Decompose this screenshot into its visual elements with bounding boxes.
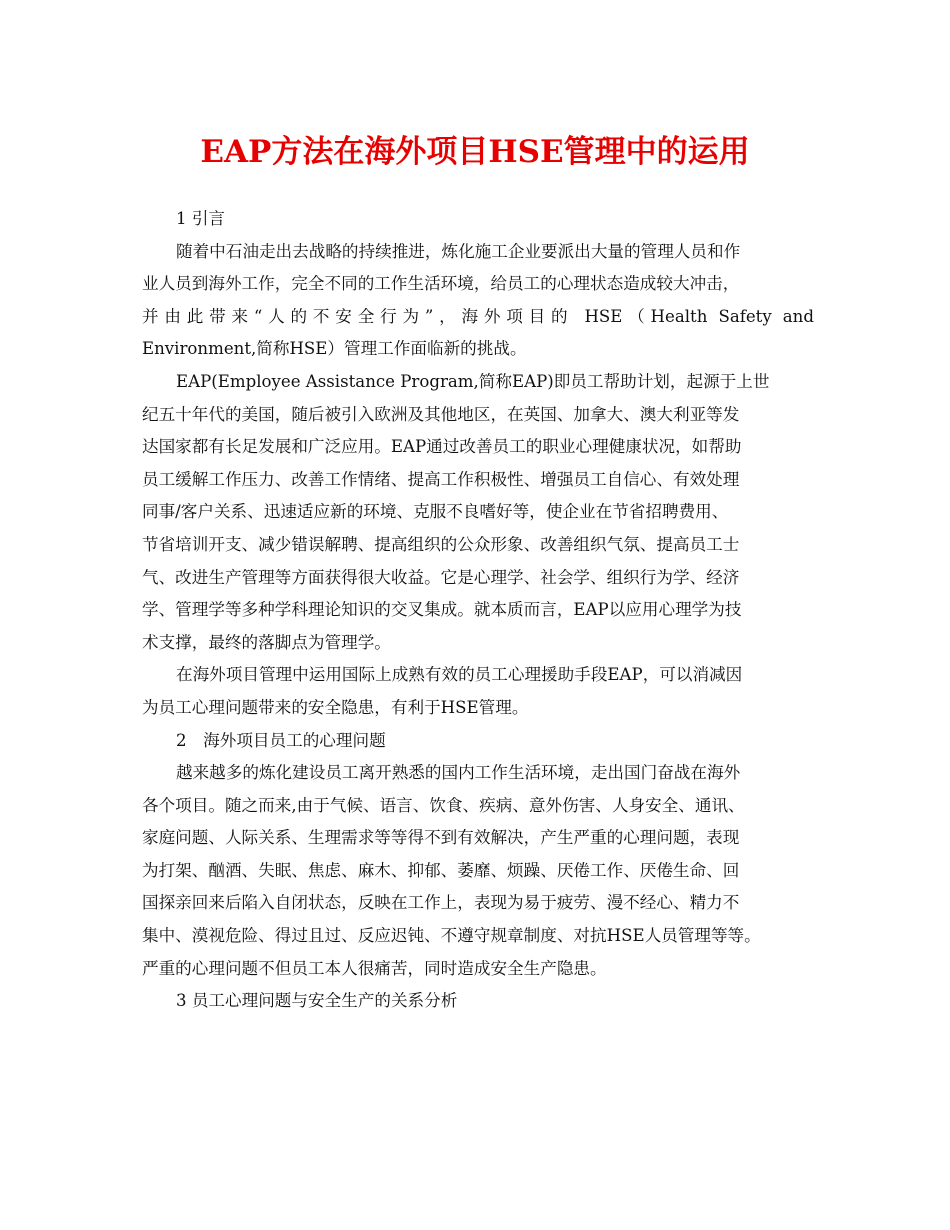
paragraph-line: 严重的心理问题不但员工本人很痛苦，同时造成安全生产隐患。	[142, 958, 607, 978]
section-heading-3: 3 员工心理问题与安全生产的关系分析	[176, 991, 458, 1011]
paragraph-line: Environment,简称HSE）管理工作面临新的挑战。	[142, 339, 527, 359]
paragraph-line: 员工缓解工作压力、改善工作情绪、提高工作积极性、增强员工自信心、有效处理	[142, 469, 740, 489]
document-body	[142, 203, 814, 1018]
paragraph-line: 各个项目。随之而来,由于气候、语言、饮食、疾病、意外伤害、人身安全、通讯、	[142, 795, 745, 815]
paragraph-line: 在海外项目管理中运用国际上成熟有效的员工心理援助手段EAP，可以消减因	[176, 665, 743, 685]
paragraph-line: 气、改进生产管理等方面获得很大收益。它是心理学、社会学、组织行为学、经济	[142, 567, 740, 587]
paragraph-line: 纪五十年代的美国，随后被引入欧洲及其他地区，在英国、加拿大、澳大利亚等发	[142, 404, 740, 424]
paragraph-line: 达国家都有长足发展和广泛应用。EAP通过改善员工的职业心理健康状况，如帮助	[142, 437, 742, 457]
paragraph-line: 并由此带来“人的不安全行为”，海外项目的 HSE（Health Safety and	[142, 306, 814, 326]
paragraph-line: 为打架、酗酒、失眠、焦虑、麻木、抑郁、萎靡、烦躁、厌倦工作、厌倦生命、回	[142, 860, 740, 880]
paragraph-line: 随着中石油走出去战略的持续推进，炼化施工企业要派出大量的管理人员和作	[176, 241, 741, 261]
paragraph-line: 家庭问题、人际关系、生理需求等等得不到有效解决，产生严重的心理问题，表现	[142, 828, 740, 848]
paragraph-line: 学、管理学等多种学科理论知识的交叉集成。就本质而言，EAP以应用心理学为技	[142, 600, 742, 620]
section-heading-2: 2 海外项目员工的心理问题	[176, 730, 386, 750]
paragraph-line: EAP(Employee Assistance Program,简称EAP)即员工帮助计划，起源于上世	[176, 371, 770, 391]
section-heading-1: 1 引言	[176, 209, 226, 228]
document-title: EAP方法在海外项目HSE管理中的运用	[200, 134, 750, 170]
paragraph-line: 节省培训开支、减少错误解聘、提高组织的公众形象、改善组织气氛、提高员工士	[142, 534, 740, 554]
paragraph-line: 国探亲回来后陷入自闭状态，反映在工作上，表现为易于疲劳、漫不经心、精力不	[142, 893, 740, 913]
paragraph-line: 越来越多的炼化建设员工离开熟悉的国内工作生活环境，走出国门奋战在海外	[176, 763, 741, 783]
paragraph-line: 业人员到海外工作，完全不同的工作生活环境，给员工的心理状态造成较大冲击，	[142, 274, 740, 294]
paragraph-line: 同事/客户关系、迅速适应新的环境、克服不良嗜好等，使企业在节省招聘费用、	[142, 502, 729, 522]
paragraph-line: 术支撑，最终的落脚点为管理学。	[142, 632, 391, 652]
paragraph-line: 集中、漠视危险、得过且过、反应迟钝、不遵守规章制度、对抗HSE人员管理等等。	[142, 926, 761, 946]
paragraph-line: 为员工心理问题带来的安全隐患，有利于HSE管理。	[142, 697, 529, 717]
